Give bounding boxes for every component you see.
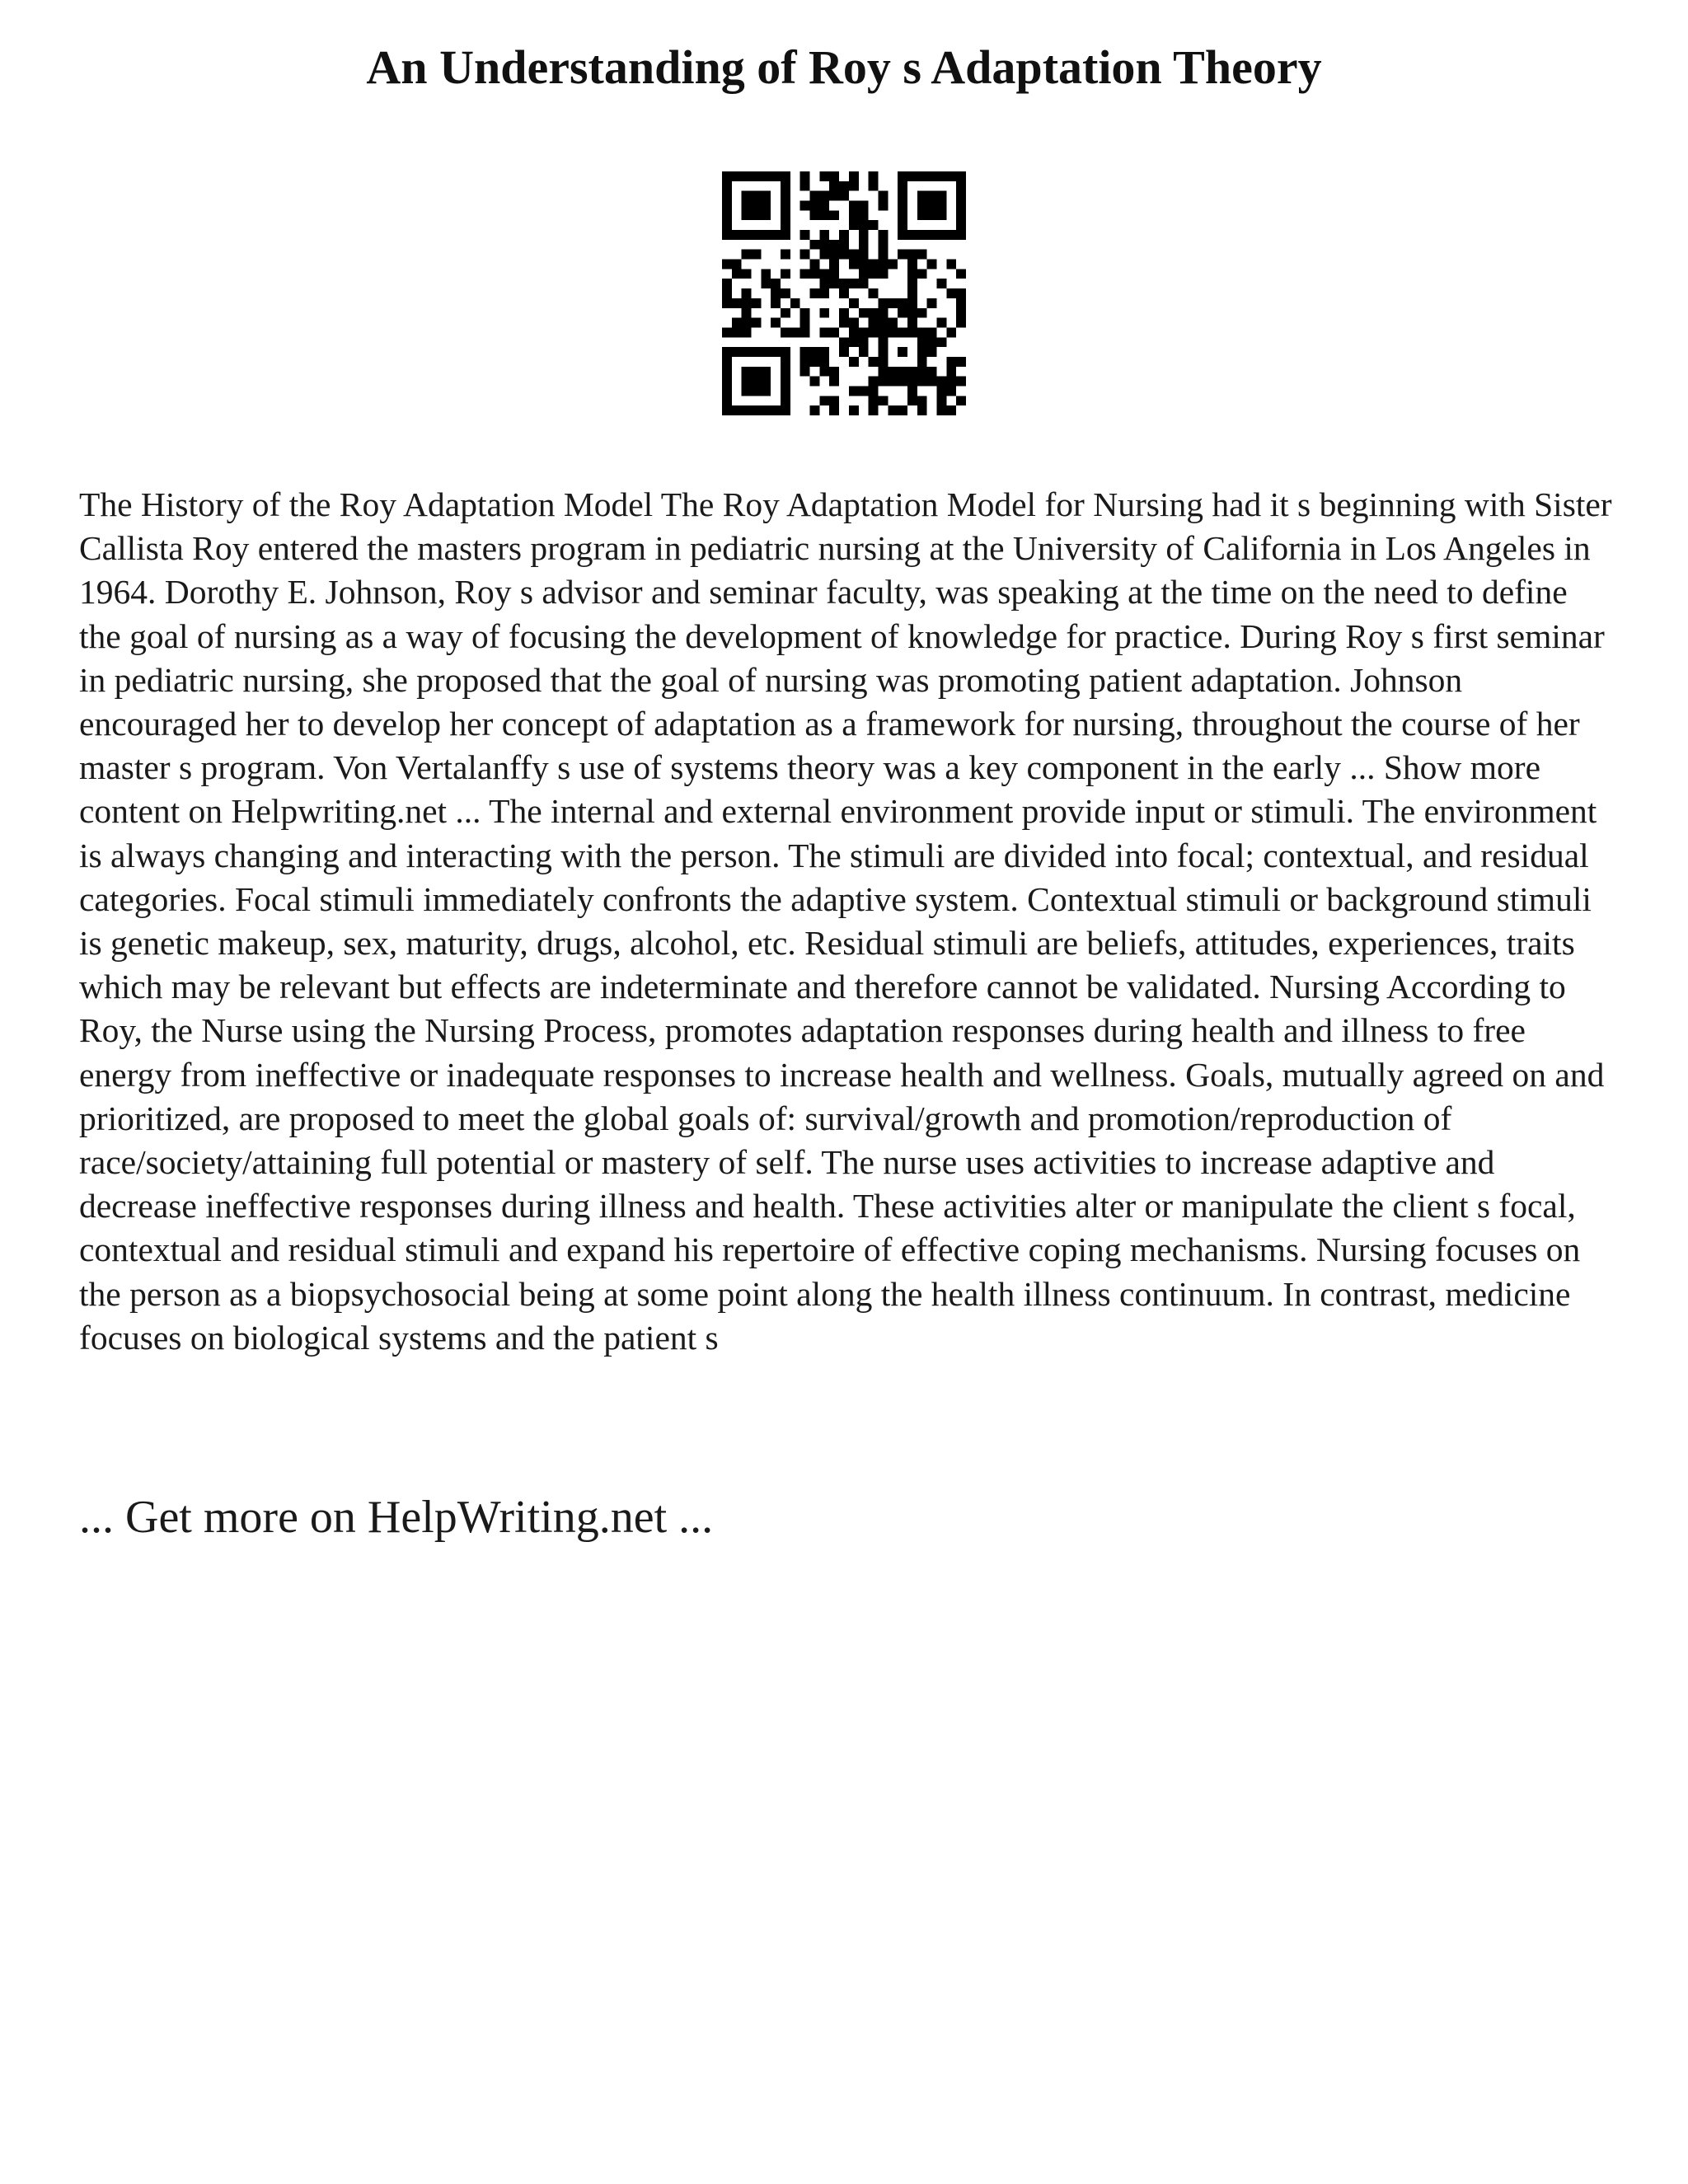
get-more-link[interactable]: ... Get more on HelpWriting.net ... — [79, 1492, 714, 1543]
article-body: The History of the Roy Adaptation Model The Roy Adaptation Model for Nursing had it s beginning with Sister Callista Roy entered the masters program in pediatric nursing at the University of California in Los Angeles in 1964. Dorothy E. Johnson, Roy s advisor and seminar faculty, was speaking at the time on the need to define the goal of nursing as a way of focusing the development of knowledge for practice. During Roy s first seminar in pediatric nursing, she proposed that the goal of nursing was promoting patient adaptation. Johnson encouraged her to develop her concept of adaptation as a framework for nursing, throughout the course of her master s program. Von Vertalanffy s use of systems theory was a key component in the early ... Show more content on Helpwriting.net ... The internal and external environment provide input or stimuli. The environment is always changing and interacting with the person. The stimuli are divided into focal; contextual, and residual categories. Focal stimuli immediately confronts the adaptive system. Contextual stimuli or background stimuli is genetic makeup, sex, maturity, drugs, alcohol, etc. Residual stimuli are beliefs, attitudes, experiences, traits which may be relevant but effects are indeterminate and therefore cannot be validated. Nursing According to Roy, the Nurse using the Nursing Process, promotes adaptation responses during health and illness to free energy from ineffective or inadequate responses to increase health and wellness. Goals, mutually agreed on and prioritized, are proposed to meet the global goals of: survival/growth and promotion/reproduction of race/society/attaining full potential or mastery of self. The nurse uses activities to increase adaptive and decrease ineffective responses during illness and health. These activities alter or manipulate the client s focal, contextual and residual stimuli and expand his repertoire of effective coping mechanisms. Nursing focuses on the person as a biopsychosocial being at some point along the health illness continuum. In contrast, medicine focuses on biological systems and the patient s — [79, 485, 1612, 1357]
qr-code-icon[interactable] — [722, 171, 966, 415]
page-title: An Understanding of Roy s Adaptation Theory — [366, 40, 1322, 94]
